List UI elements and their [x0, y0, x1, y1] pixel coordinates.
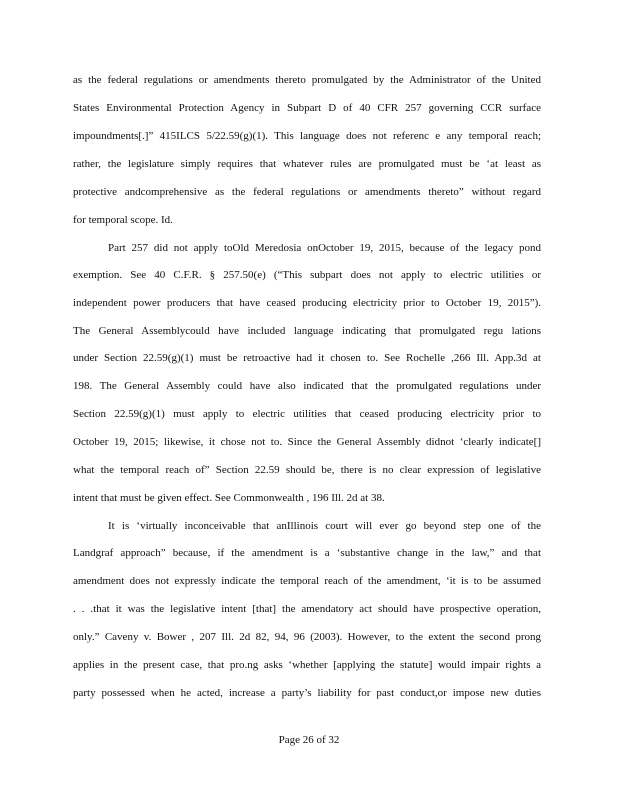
text-line: under Section 22.59(g)(1) must be retroactive had it chosen to. See Rochelle ,266 Ill. App.3d at [73, 352, 541, 364]
paragraph-first-line: Part 257 did not apply toOld Meredosia onOctober 19, 2015, because of the legacy pond [108, 242, 541, 254]
text-line: Section 22.59(g)(1) must apply to electric utilities that ceased producing electricity prior to [73, 408, 541, 420]
text-line: October 19, 2015; likewise, it chose not to. Since the General Assembly didnot ‘clearly indicate[] [73, 436, 541, 448]
text-line: . . .that it was the legislative intent [that] the amendatory act should have prospective operation, [73, 603, 541, 615]
text-line: intent that must be given effect. See Commonwealth , 196 Ill. 2d at 38. [73, 492, 385, 504]
text-line: what the temporal reach of” Section 22.59 should be, there is no clear expression of legislative [73, 464, 541, 476]
text-line: applies in the present case, that pro.ng asks ‘whether [applying the statute] would impair rights a [73, 659, 541, 671]
text-line: States Environmental Protection Agency in Subpart D of 40 CFR 257 governing CCR surface [73, 102, 541, 114]
text-line: impoundments[.]” 415ILCS 5/22.59(g)(1). This language does not referenc e any temporal reach; [73, 130, 541, 142]
paragraph-first-line: It is ‘virtually inconceivable that anIllinois court will ever go beyond step one of the [108, 520, 541, 532]
text-line: exemption. See 40 C.F.R. § 257.50(e) (“This subpart does not apply to electric utilities or [73, 269, 541, 281]
text-line: only.” Caveny v. Bower , 207 Ill. 2d 82, 94, 96 (2003). However, to the extent the second prong [73, 631, 541, 643]
text-line: rather, the legislature simply requires that whatever rules are promulgated must be ‘at least as [73, 158, 541, 170]
text-line: Landgraf approach” because, if the amendment is a ‘substantive change in the law,” and that [73, 547, 541, 559]
text-line: independent power producers that have ceased producing electricity prior to October 19, 2015”). [73, 297, 541, 309]
text-line: protective andcomprehensive as the federal regulations or amendments thereto” without regard [73, 186, 541, 198]
text-line: 198. The General Assembly could have also indicated that the promulgated regulations under [73, 380, 541, 392]
text-line: as the federal regulations or amendments thereto promulgated by the Administrator of the United [73, 74, 541, 86]
text-line: The General Assemblycould have included language indicating that promulgated regu lations [73, 325, 541, 337]
text-line: amendment does not expressly indicate the temporal reach of the amendment, ‘it is to be assumed [73, 575, 541, 587]
text-line: party possessed when he acted, increase a party’s liability for past conduct,or impose new duties [73, 687, 541, 699]
page-number: Page 26 of 32 [278, 734, 340, 746]
text-line: for temporal scope. Id. [73, 214, 173, 226]
